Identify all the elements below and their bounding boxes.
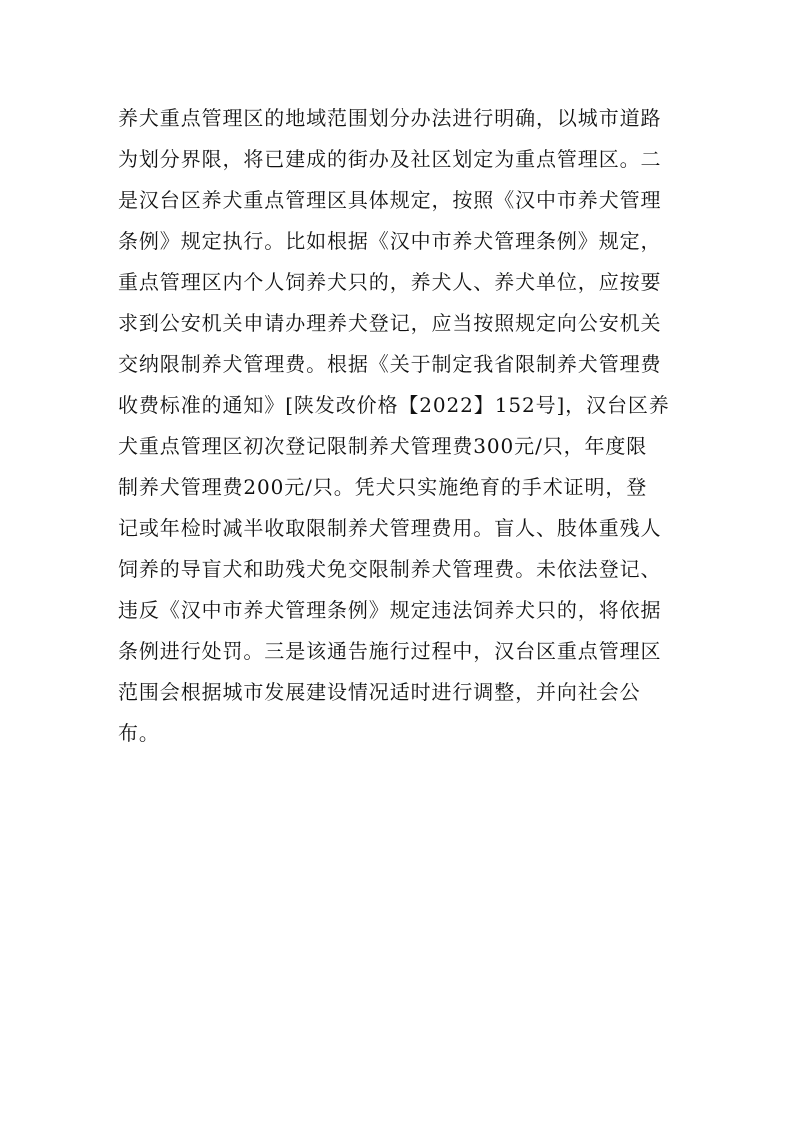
text-line: 犬重点管理区初次登记限制养犬管理费300元/只，年度限 <box>118 434 648 458</box>
text-line: 布。 <box>118 721 160 745</box>
text-line: 求到公安机关申请办理养犬登记，应当按照规定向公安机关 <box>118 311 662 335</box>
text-line: 重点管理区内个人饲养犬只的，养犬人、养犬单位，应按要 <box>118 270 662 294</box>
text-line: 是汉台区养犬重点管理区具体规定，按照《汉中市养犬管理 <box>118 188 662 212</box>
text-line: 收费标准的通知》[陕发改价格【2022】152号]，汉台区养 <box>118 393 670 417</box>
text-line: 养犬重点管理区的地域范围划分办法进行明确，以城市道路 <box>118 106 662 130</box>
body-paragraph <box>118 98 683 754</box>
text-line: 制养犬管理费200元/只。凭犬只实施绝育的手术证明，登 <box>118 475 648 499</box>
text-line: 为划分界限，将已建成的街办及社区划定为重点管理区。二 <box>118 147 662 171</box>
text-line: 饲养的导盲犬和助残犬免交限制养犬管理费。未依法登记、 <box>118 557 662 581</box>
text-line: 条例进行处罚。三是该通告施行过程中，汉台区重点管理区 <box>118 639 662 663</box>
text-line: 交纳限制养犬管理费。根据《关于制定我省限制养犬管理费 <box>118 352 662 376</box>
text-line: 条例》规定执行。比如根据《汉中市养犬管理条例》规定， <box>118 229 662 253</box>
text-line: 范围会根据城市发展建设情况适时进行调整，并向社会公 <box>118 680 641 704</box>
text-line: 违反《汉中市养犬管理条例》规定违法饲养犬只的，将依据 <box>118 598 662 622</box>
text-line: 记或年检时减半收取限制养犬管理费用。盲人、肢体重残人 <box>118 516 662 540</box>
